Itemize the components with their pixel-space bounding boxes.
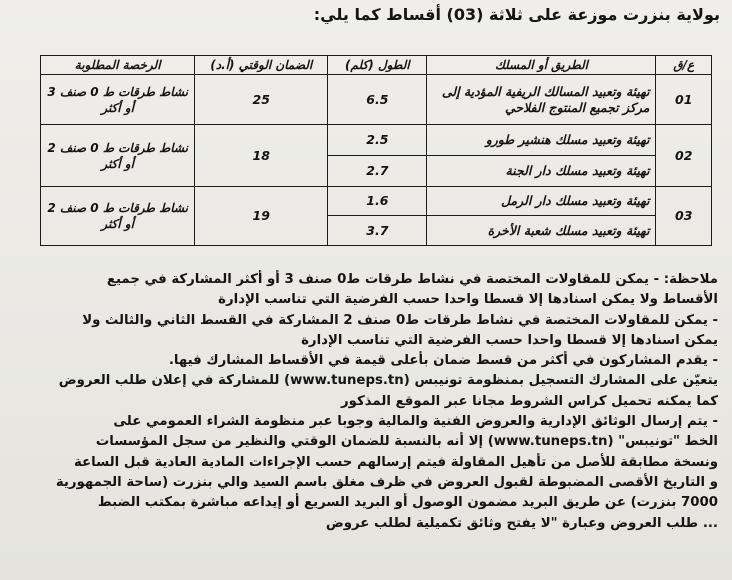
note-line: ... طلب العروض وعبارة "لا يفتح وثائق تكميلية لطلب عروض: [325, 515, 718, 531]
header-lot-number: ع/ق: [656, 56, 712, 75]
note-line: يتعيّن على المشارك التسجيل بمنظومة تونيبس (www.tuneps.tn) للمشاركة في إعلان طلب العروض: [58, 373, 718, 389]
table-row: [41, 187, 712, 216]
lots-table: [40, 55, 712, 246]
time-guarantee: 19: [195, 187, 328, 246]
table-row: [41, 125, 712, 156]
time-guarantee: 25: [195, 75, 328, 125]
table-row: [41, 75, 712, 125]
road-length: 2.5: [328, 125, 427, 156]
road-name: تهيئة وتعبيد مسلك دار الرمل: [427, 187, 656, 216]
note-line: و التاريخ الأقصى المضبوطة لقبول العروض في ظرف مغلق باسم السيد والي بنزرت (ساحة الجمهورية: [55, 474, 718, 490]
notes-section: [18, 270, 718, 534]
lot-number: 01: [656, 75, 712, 125]
road-length: 6.5: [328, 75, 427, 125]
header-license: الرخصة المطلوبة: [41, 56, 195, 75]
time-guarantee: 18: [195, 125, 328, 187]
header-time-guarantee: الضمان الوقتي (أ.د): [195, 56, 328, 75]
lot-number: 03: [656, 187, 712, 246]
table-header-row: [41, 56, 712, 75]
note-line: كما يمكنه تحميل كراس الشروط مجانا عبر الموقع المذكور: [341, 393, 718, 409]
header-length: الطول (كلم): [328, 56, 427, 75]
road-name: تهيئة وتعبيد مسلك هنشير طورو: [427, 125, 656, 156]
note-line: - يمكن للمقاولات المختصة في نشاط طرقات ط0 صنف 2 المشاركة في القسط الثاني والثالث ولا: [82, 312, 718, 328]
note-line: - يتم إرسال الوثائق الإدارية والعروض الفنية والمالية وجوبا عبر منظومة الشراء العمومي على: [113, 414, 718, 430]
road-name: تهيئة وتعبيد مسلك شعبة الأخرة: [427, 216, 656, 246]
road-length: 1.6: [328, 187, 427, 216]
road-name: تهيئة وتعبيد المسالك الريفية المؤدية إلى مركز تجميع المنتوج الفلاحي: [427, 75, 656, 125]
note-line: الأقساط ولا يمكن اسنادها إلا قسطا واحدا حسب الفرضية التي تناسب الإدارة: [218, 292, 718, 308]
note-line: 7000 بنزرت) عن طريق البريد مضمون الوصول أو البريد السريع أو إيداعه مباشرة بمكتب الضبط: [97, 495, 718, 511]
note-line: ملاحظة: - يمكن للمقاولات المختصة في نشاط طرقات ط0 صنف 3 أو أكثر المشاركة في جميع: [106, 272, 718, 287]
required-license: نشاط طرقات ط 0 صنف 2 أو أكثر: [41, 125, 195, 187]
note-line: ونسخة مطابقة للأصل من تأهيل المقاولة فيتم إرسالهم حسب الإجراءات المادية العادية قبل الساعة: [73, 454, 718, 470]
required-license: نشاط طرقات ط 0 صنف 2 أو أكثر: [41, 187, 195, 246]
required-license: نشاط طرقات ط 0 صنف 3 أو أكثر: [41, 75, 195, 125]
note-line: - يقدم المشاركون في أكثر من قسط ضمان بأعلى قيمة في الأقساط المشارك فيها.: [168, 353, 718, 369]
note-line: الخط "تونيبس" (www.tuneps.tn) إلا أنه بالنسبة للضمان الوقتي والنظير من سجل المؤسسات: [95, 434, 718, 450]
road-name: تهيئة وتعبيد مسلك دار الجنة: [427, 156, 656, 187]
road-length: 2.7: [328, 156, 427, 187]
road-length: 3.7: [328, 216, 427, 246]
intro-line: بولاية بنزرت موزعة على ثلاثة (03) أقساط كما يلي:: [313, 5, 720, 24]
header-road: الطريق أو المسلك: [427, 56, 656, 75]
note-line: يمكن اسنادها إلا قسطا واحدا حسب الفرضية التي تناسب الإدارة: [301, 332, 718, 348]
lot-number: 02: [656, 125, 712, 187]
